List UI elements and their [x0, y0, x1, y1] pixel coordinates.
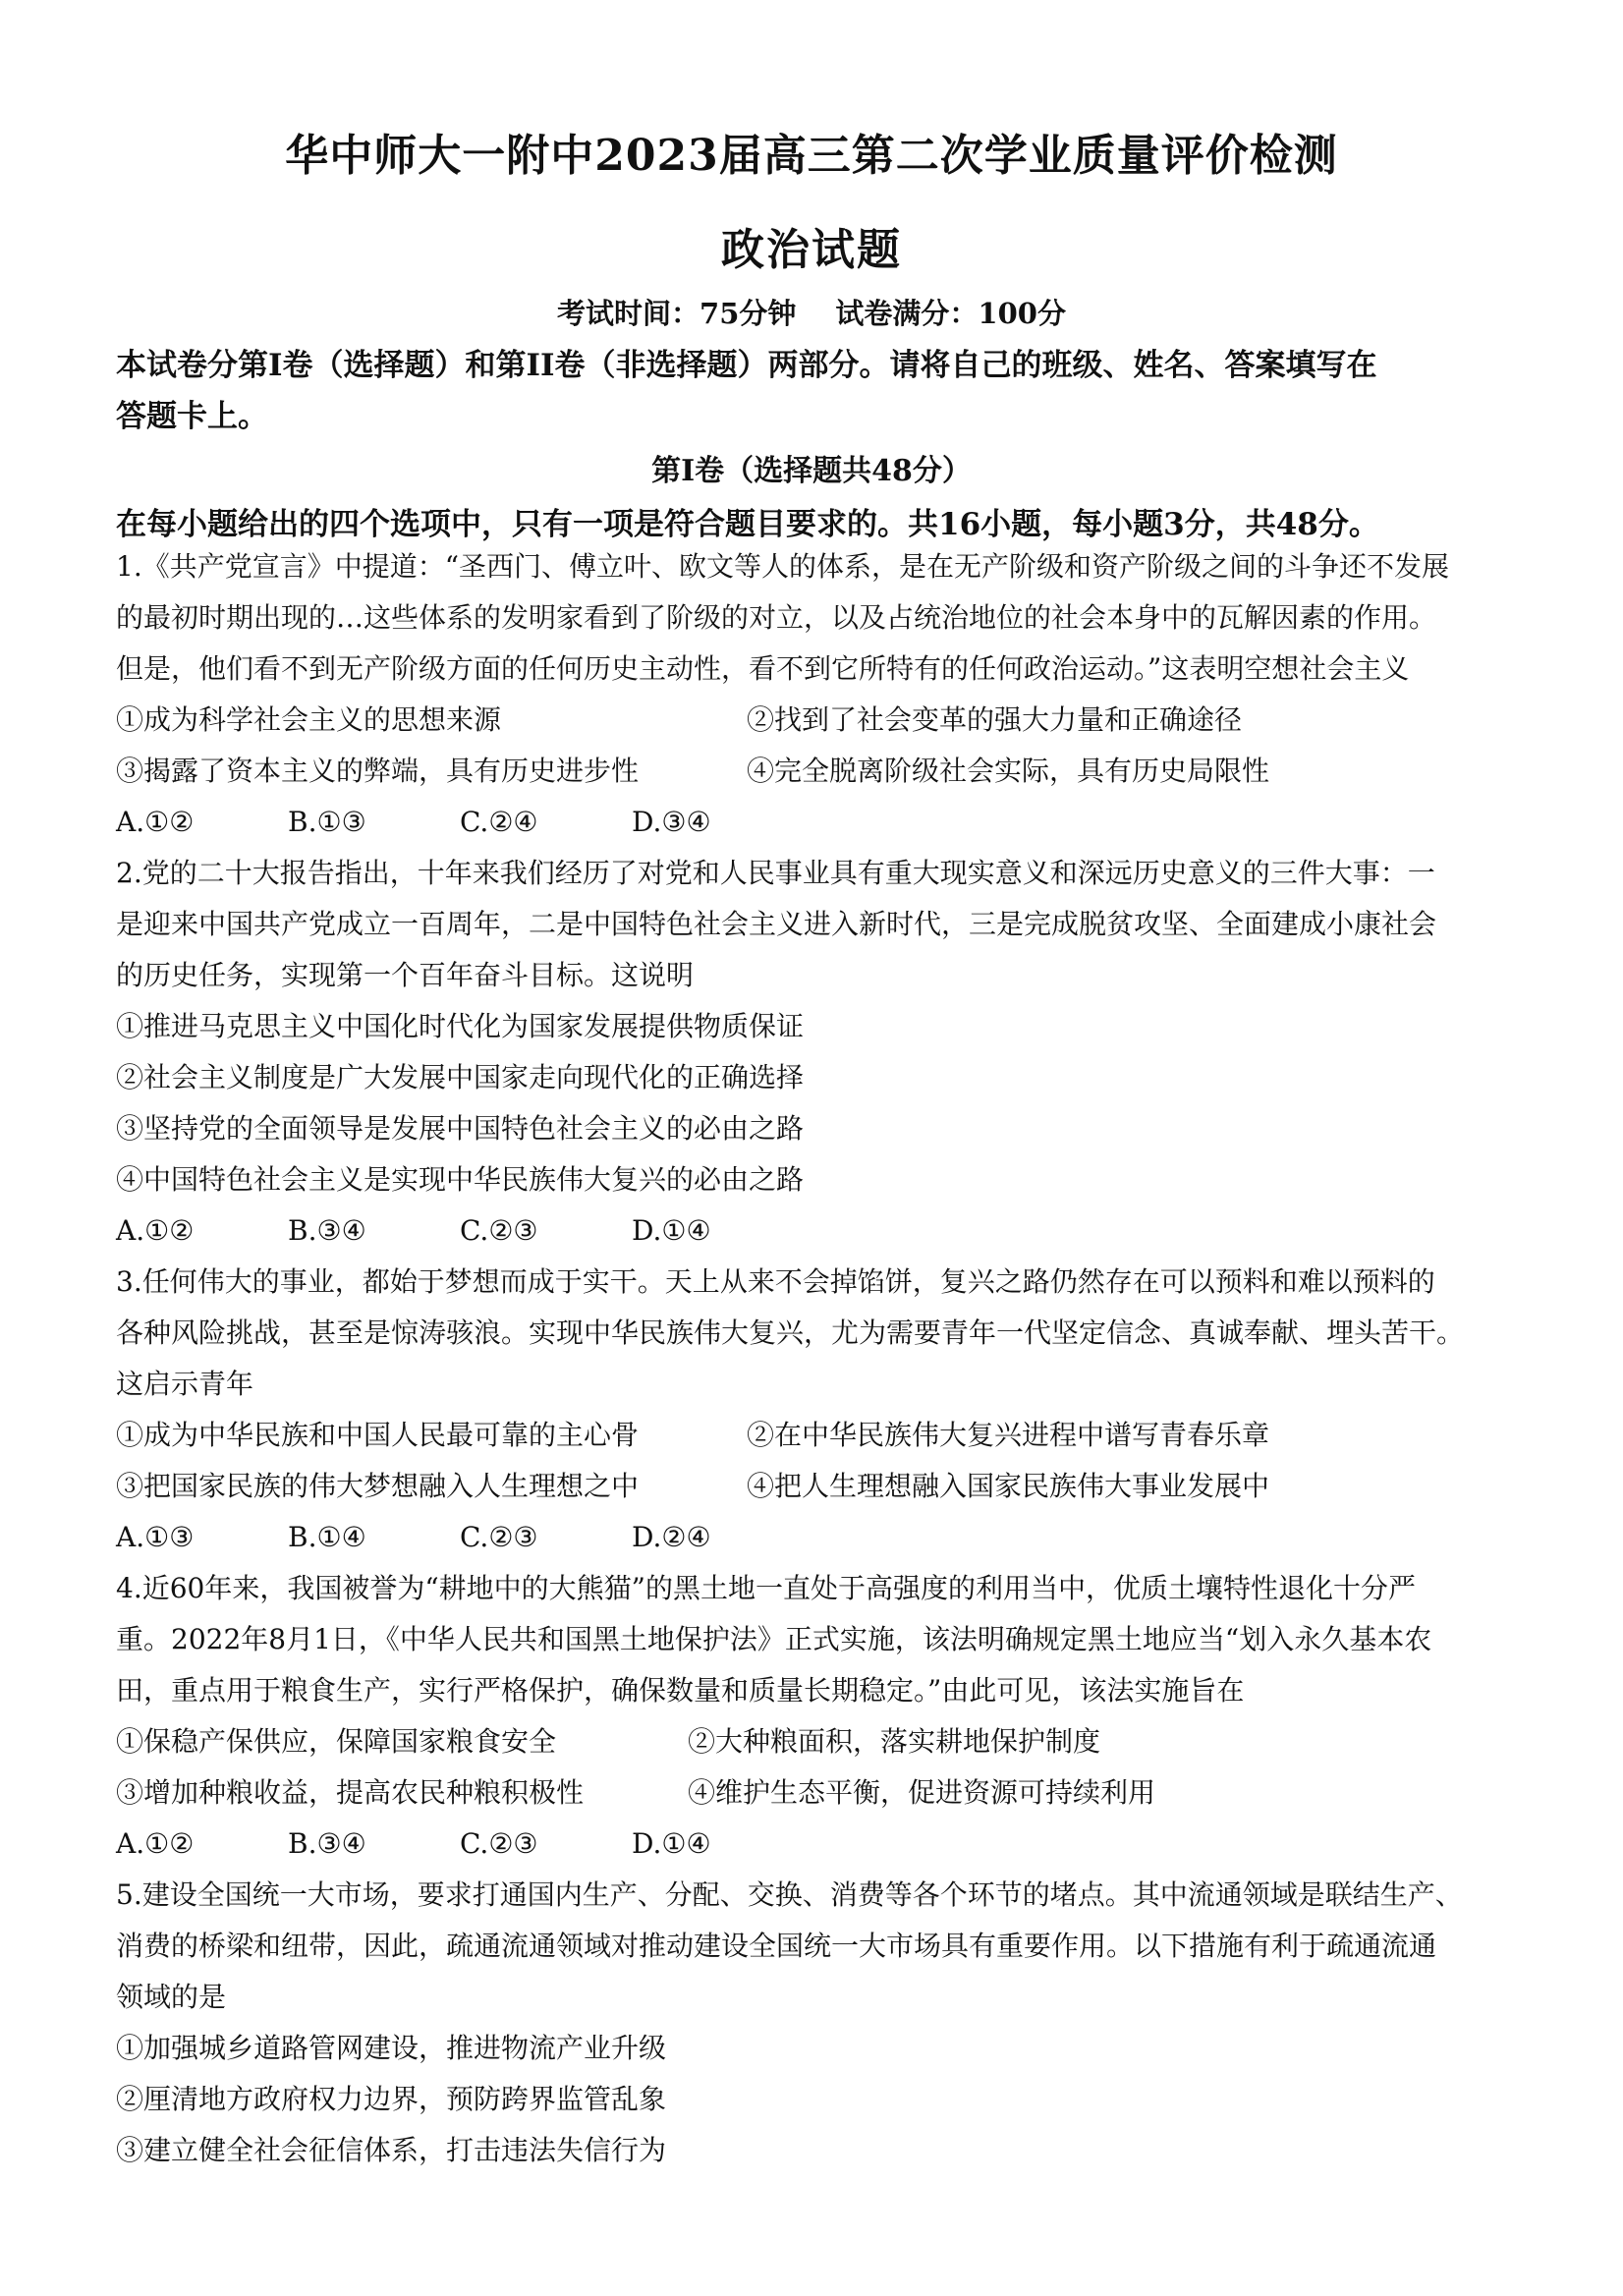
q3-item: ④把人生理想融入国家民族伟大事业发展中: [747, 1470, 1270, 1502]
q1-item: ①成为科学社会主义的思想来源: [116, 703, 502, 736]
q2-stem-line: 是迎来中国共产党成立一百周年，二是中国特色社会主义进入新时代，三是完成脱贫攻坚、全面建成小康社会: [116, 908, 1437, 940]
q4-item: ②大种粮面积，落实耕地保护制度: [688, 1725, 1101, 1758]
q4-choice-d: D.①④: [632, 1827, 711, 1860]
q1-choice-d: D.③④: [632, 806, 711, 838]
intro-line-2: 答题卡上。: [116, 399, 268, 434]
intro-line-1: 本试卷分第Ⅰ卷（选择题）和第II卷（非选择题）两部分。请将自己的班级、姓名、答案填写在: [116, 348, 1377, 383]
q3-item: ②在中华民族伟大复兴进程中谱写青春乐章: [747, 1419, 1270, 1451]
exam-time: 考试时间：75分钟: [557, 297, 797, 330]
q5-item: ③建立健全社会征信体系，打击违法失信行为: [116, 2134, 667, 2166]
q2-stem-line: 2.党的二十大报告指出，十年来我们经历了对党和人民事业具有重大现实意义和深远历史意义的三件大事：一: [116, 857, 1435, 889]
q3-choice-d: D.②④: [632, 1521, 711, 1553]
q4-item: ④维护生态平衡，促进资源可持续利用: [688, 1776, 1156, 1809]
q2-item: ③坚持党的全面领导是发展中国特色社会主义的必由之路: [116, 1112, 805, 1145]
q5-item: ①加强城乡道路管网建设，推进物流产业升级: [116, 2032, 667, 2064]
q1-stem-line: 的最初时期出现的…这些体系的发明家看到了阶级的对立，以及占统治地位的社会本身中的瓦解因素的作用。: [116, 601, 1437, 634]
q4-choice-b: B.③④: [288, 1827, 366, 1860]
q2-choice-a: A.①②: [116, 1214, 195, 1247]
q5-stem-line: 领域的是: [116, 1981, 227, 2013]
q2-choice-b: B.③④: [288, 1214, 366, 1247]
q3-item: ③把国家民族的伟大梦想融入人生理想之中: [116, 1470, 640, 1502]
q5-stem-line: 消费的桥梁和纽带，因此，疏通流通领域对推动建设全国统一大市场具有重要作用。以下措施有利于疏通流通: [116, 1930, 1437, 1962]
section-heading: 第Ⅰ卷（选择题共48分）: [651, 454, 972, 488]
q4-stem-line: 田，重点用于粮食生产，实行严格保护，确保数量和质量长期稳定。”由此可见，该法实施旨在: [116, 1674, 1245, 1707]
section-instruction: 在每小题给出的四个选项中，只有一项是符合题目要求的。共16小题，每小题3分，共48分。: [116, 507, 1379, 542]
q1-choice-b: B.①③: [288, 806, 366, 838]
q2-item: ①推进马克思主义中国化时代化为国家发展提供物质保证: [116, 1010, 805, 1042]
q4-item: ③增加种粮收益，提高农民种粮积极性: [116, 1776, 585, 1809]
q3-choice-a: A.①③: [116, 1521, 195, 1553]
q4-stem-line: 4.近60年来，我国被誉为“耕地中的大熊猫”的黑土地一直处于高强度的利用当中，优质土壤特性退化十分严: [116, 1572, 1416, 1604]
q1-stem-line: 1.《共产党宣言》中提道：“圣西门、傅立叶、欧文等人的体系，是在无产阶级和资产阶级之间的斗争还不发展: [116, 550, 1450, 583]
q1-choice-a: A.①②: [116, 806, 195, 838]
q1-item: ④完全脱离阶级社会实际，具有历史局限性: [747, 755, 1270, 787]
q3-choice-c: C.②③: [460, 1521, 538, 1553]
q3-stem-line: 3.任何伟大的事业，都始于梦想而成于实干。天上从来不会掉馅饼，复兴之路仍然存在可以预料和难以预料的: [116, 1265, 1435, 1298]
q3-stem-line: 各种风险挑战，甚至是惊涛骇浪。实现中华民族伟大复兴，尤为需要青年一代坚定信念、真诚奉献、埋头苦干。: [116, 1316, 1465, 1349]
q5-item: ②厘清地方政府权力边界，预防跨界监管乱象: [116, 2083, 667, 2115]
q1-item: ②找到了社会变革的强大力量和正确途径: [747, 703, 1243, 736]
exam-info: [0, 292, 1623, 332]
q5-stem-line: 5.建设全国统一大市场，要求打通国内生产、分配、交换、消费等各个环节的堵点。其中流通领域是联结生产、: [116, 1878, 1463, 1911]
q2-choice-c: C.②③: [460, 1214, 538, 1247]
q2-item: ④中国特色社会主义是实现中华民族伟大复兴的必由之路: [116, 1163, 805, 1196]
q1-stem-line: 但是，他们看不到无产阶级方面的任何历史主动性，看不到它所特有的任何政治运动。”这表明空想社会主义: [116, 652, 1410, 685]
q4-choice-c: C.②③: [460, 1827, 538, 1860]
q1-choice-c: C.②④: [460, 806, 538, 838]
q2-choice-d: D.①④: [632, 1214, 711, 1247]
q4-stem-line: 重。2022年8月1日，《中华人民共和国黑土地保护法》正式实施，该法明确规定黑土地应当“划入永久基本农: [116, 1623, 1432, 1655]
q3-choice-b: B.①④: [288, 1521, 366, 1553]
q2-stem-line: 的历史任务，实现第一个百年奋斗目标。这说明: [116, 959, 695, 991]
q3-stem-line: 这启示青年: [116, 1368, 254, 1400]
subject-title: 政治试题: [721, 225, 902, 275]
full-score: 试卷满分：100分: [835, 297, 1066, 330]
exam-title: 华中师大一附中2023届高三第二次学业质量评价检测: [285, 131, 1338, 181]
q2-item: ②社会主义制度是广大发展中国家走向现代化的正确选择: [116, 1061, 805, 1093]
q4-item: ①保稳产保供应，保障国家粮食安全: [116, 1725, 557, 1758]
q4-choice-a: A.①②: [116, 1827, 195, 1860]
q3-item: ①成为中华民族和中国人民最可靠的主心骨: [116, 1419, 640, 1451]
q1-item: ③揭露了资本主义的弊端，具有历史进步性: [116, 755, 640, 787]
